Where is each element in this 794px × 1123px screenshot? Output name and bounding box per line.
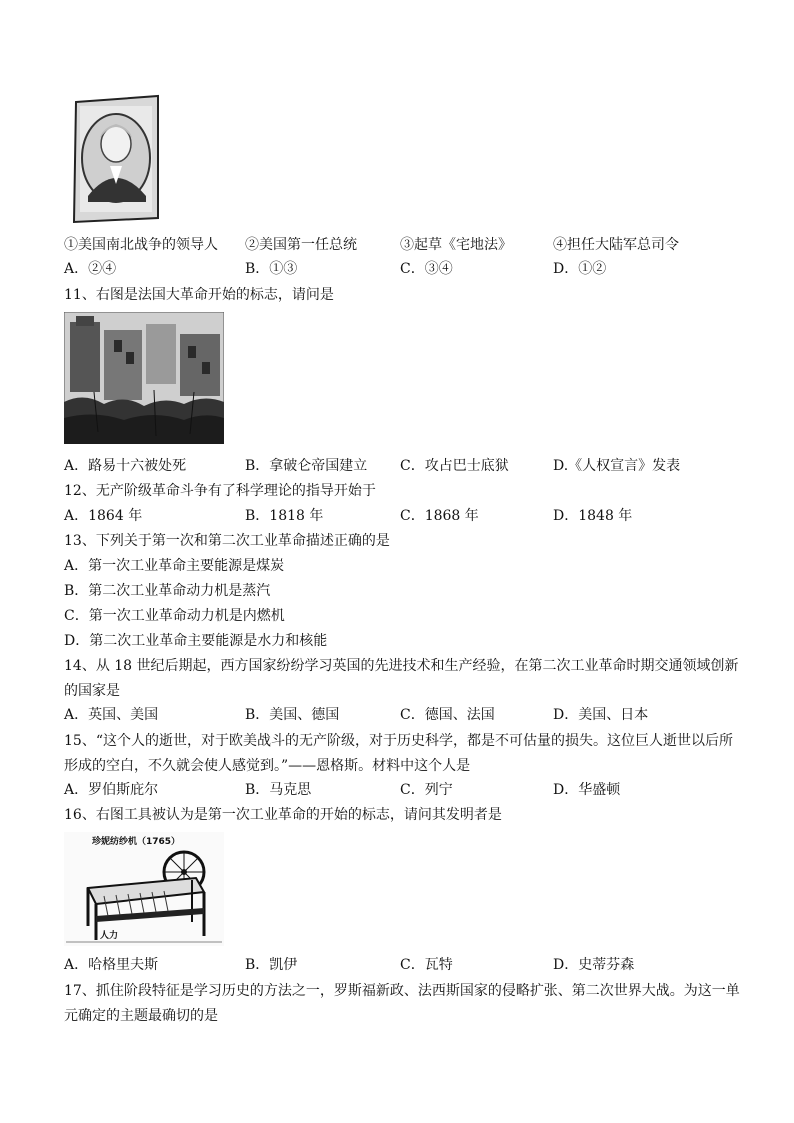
q13-stem: 13、下列关于第一次和第二次工业革命描述正确的是 — [64, 533, 390, 549]
q15-option-d: D．华盛顿 — [553, 782, 621, 798]
q12-option-c: C．1868 年 — [400, 508, 479, 524]
q13-option-c: C．第一次工业革命动力机是内燃机 — [64, 608, 285, 624]
spinning-jenny-figure — [64, 832, 224, 946]
q10-option-c: C．③④ — [400, 261, 453, 277]
q15-option-a: A．罗伯斯庇尔 — [64, 782, 159, 798]
q15-option-b: B．马克思 — [245, 782, 312, 798]
q15-stem-line2: 形成的空白，不久就会使人感觉到。”——恩格斯。材料中这个人是 — [64, 758, 471, 774]
bastille-figure — [64, 312, 224, 444]
q16-stem: 16、右图工具被认为是第一次工业革命的开始的标志，请问其发明者是 — [64, 807, 502, 823]
q14-stem-line1: 14、从 18 世纪后期起，西方国家纷纷学习英国的先进技术和生产经验，在第二次工业革命时期交通领域创新 — [64, 658, 739, 674]
q14-option-a: A．英国、美国 — [64, 707, 159, 723]
q10-option-b: B．①③ — [245, 261, 298, 277]
q13-option-d: D．第二次工业革命主要能源是水力和核能 — [64, 633, 328, 649]
figure-label: 人力 — [100, 931, 119, 941]
q12-stem: 12、无产阶级革命斗争有了科学理论的指导开始于 — [64, 483, 376, 499]
q12-option-a: A．1864 年 — [64, 508, 143, 524]
q10-statement-1: ①美国南北战争的领导人 — [64, 237, 218, 253]
q12-option-d: D．1848 年 — [553, 508, 633, 524]
q10-option-d: D．①② — [553, 261, 607, 277]
q10-statement-4: ④担任大陆军总司令 — [553, 237, 679, 253]
q17-stem-line2: 元确定的主题最确切的是 — [64, 1008, 218, 1024]
figure-caption: 珍妮纺纱机（1765） — [92, 837, 181, 847]
q10-statement-2: ②美国第一任总统 — [245, 237, 357, 253]
q13-option-b: B．第二次工业革命动力机是蒸汽 — [64, 583, 271, 599]
q12-option-b: B．1818 年 — [245, 508, 324, 524]
q11-option-d: D.《人权宣言》发表 — [553, 458, 681, 474]
q16-option-c: C．瓦特 — [400, 957, 453, 973]
q17-stem-line1: 17、抓住阶段特征是学习历史的方法之一，罗斯福新政、法西斯国家的侵略扩张、第二次世界大战。为这一单 — [64, 983, 740, 999]
portrait-figure — [70, 94, 162, 224]
q15-stem-line1: 15、“这个人的逝世，对于欧美战斗的无产阶级，对于历史科学，都是不可估量的损失。这位巨人逝世以后所 — [64, 733, 733, 749]
q11-option-a: A．路易十六被处死 — [64, 458, 187, 474]
q10-option-a: A．②④ — [64, 261, 117, 277]
q14-option-b: B．美国、德国 — [245, 707, 340, 723]
q11-stem: 11、右图是法国大革命开始的标志，请问是 — [64, 287, 334, 303]
q11-option-c: C．攻占巴士底狱 — [400, 458, 509, 474]
q11-option-b: B．拿破仑帝国建立 — [245, 458, 368, 474]
q14-option-c: C．德国、法国 — [400, 707, 495, 723]
q13-option-a: A．第一次工业革命主要能源是煤炭 — [64, 558, 285, 574]
q15-option-c: C．列宁 — [400, 782, 453, 798]
q14-option-d: D．美国、日本 — [553, 707, 649, 723]
q14-stem-line2: 的国家是 — [64, 683, 120, 699]
q16-option-a: A．哈格里夫斯 — [64, 957, 159, 973]
q16-option-d: D．史蒂芬森 — [553, 957, 635, 973]
q10-statement-3: ③起草《宅地法》 — [400, 237, 512, 253]
q16-option-b: B．凯伊 — [245, 957, 298, 973]
